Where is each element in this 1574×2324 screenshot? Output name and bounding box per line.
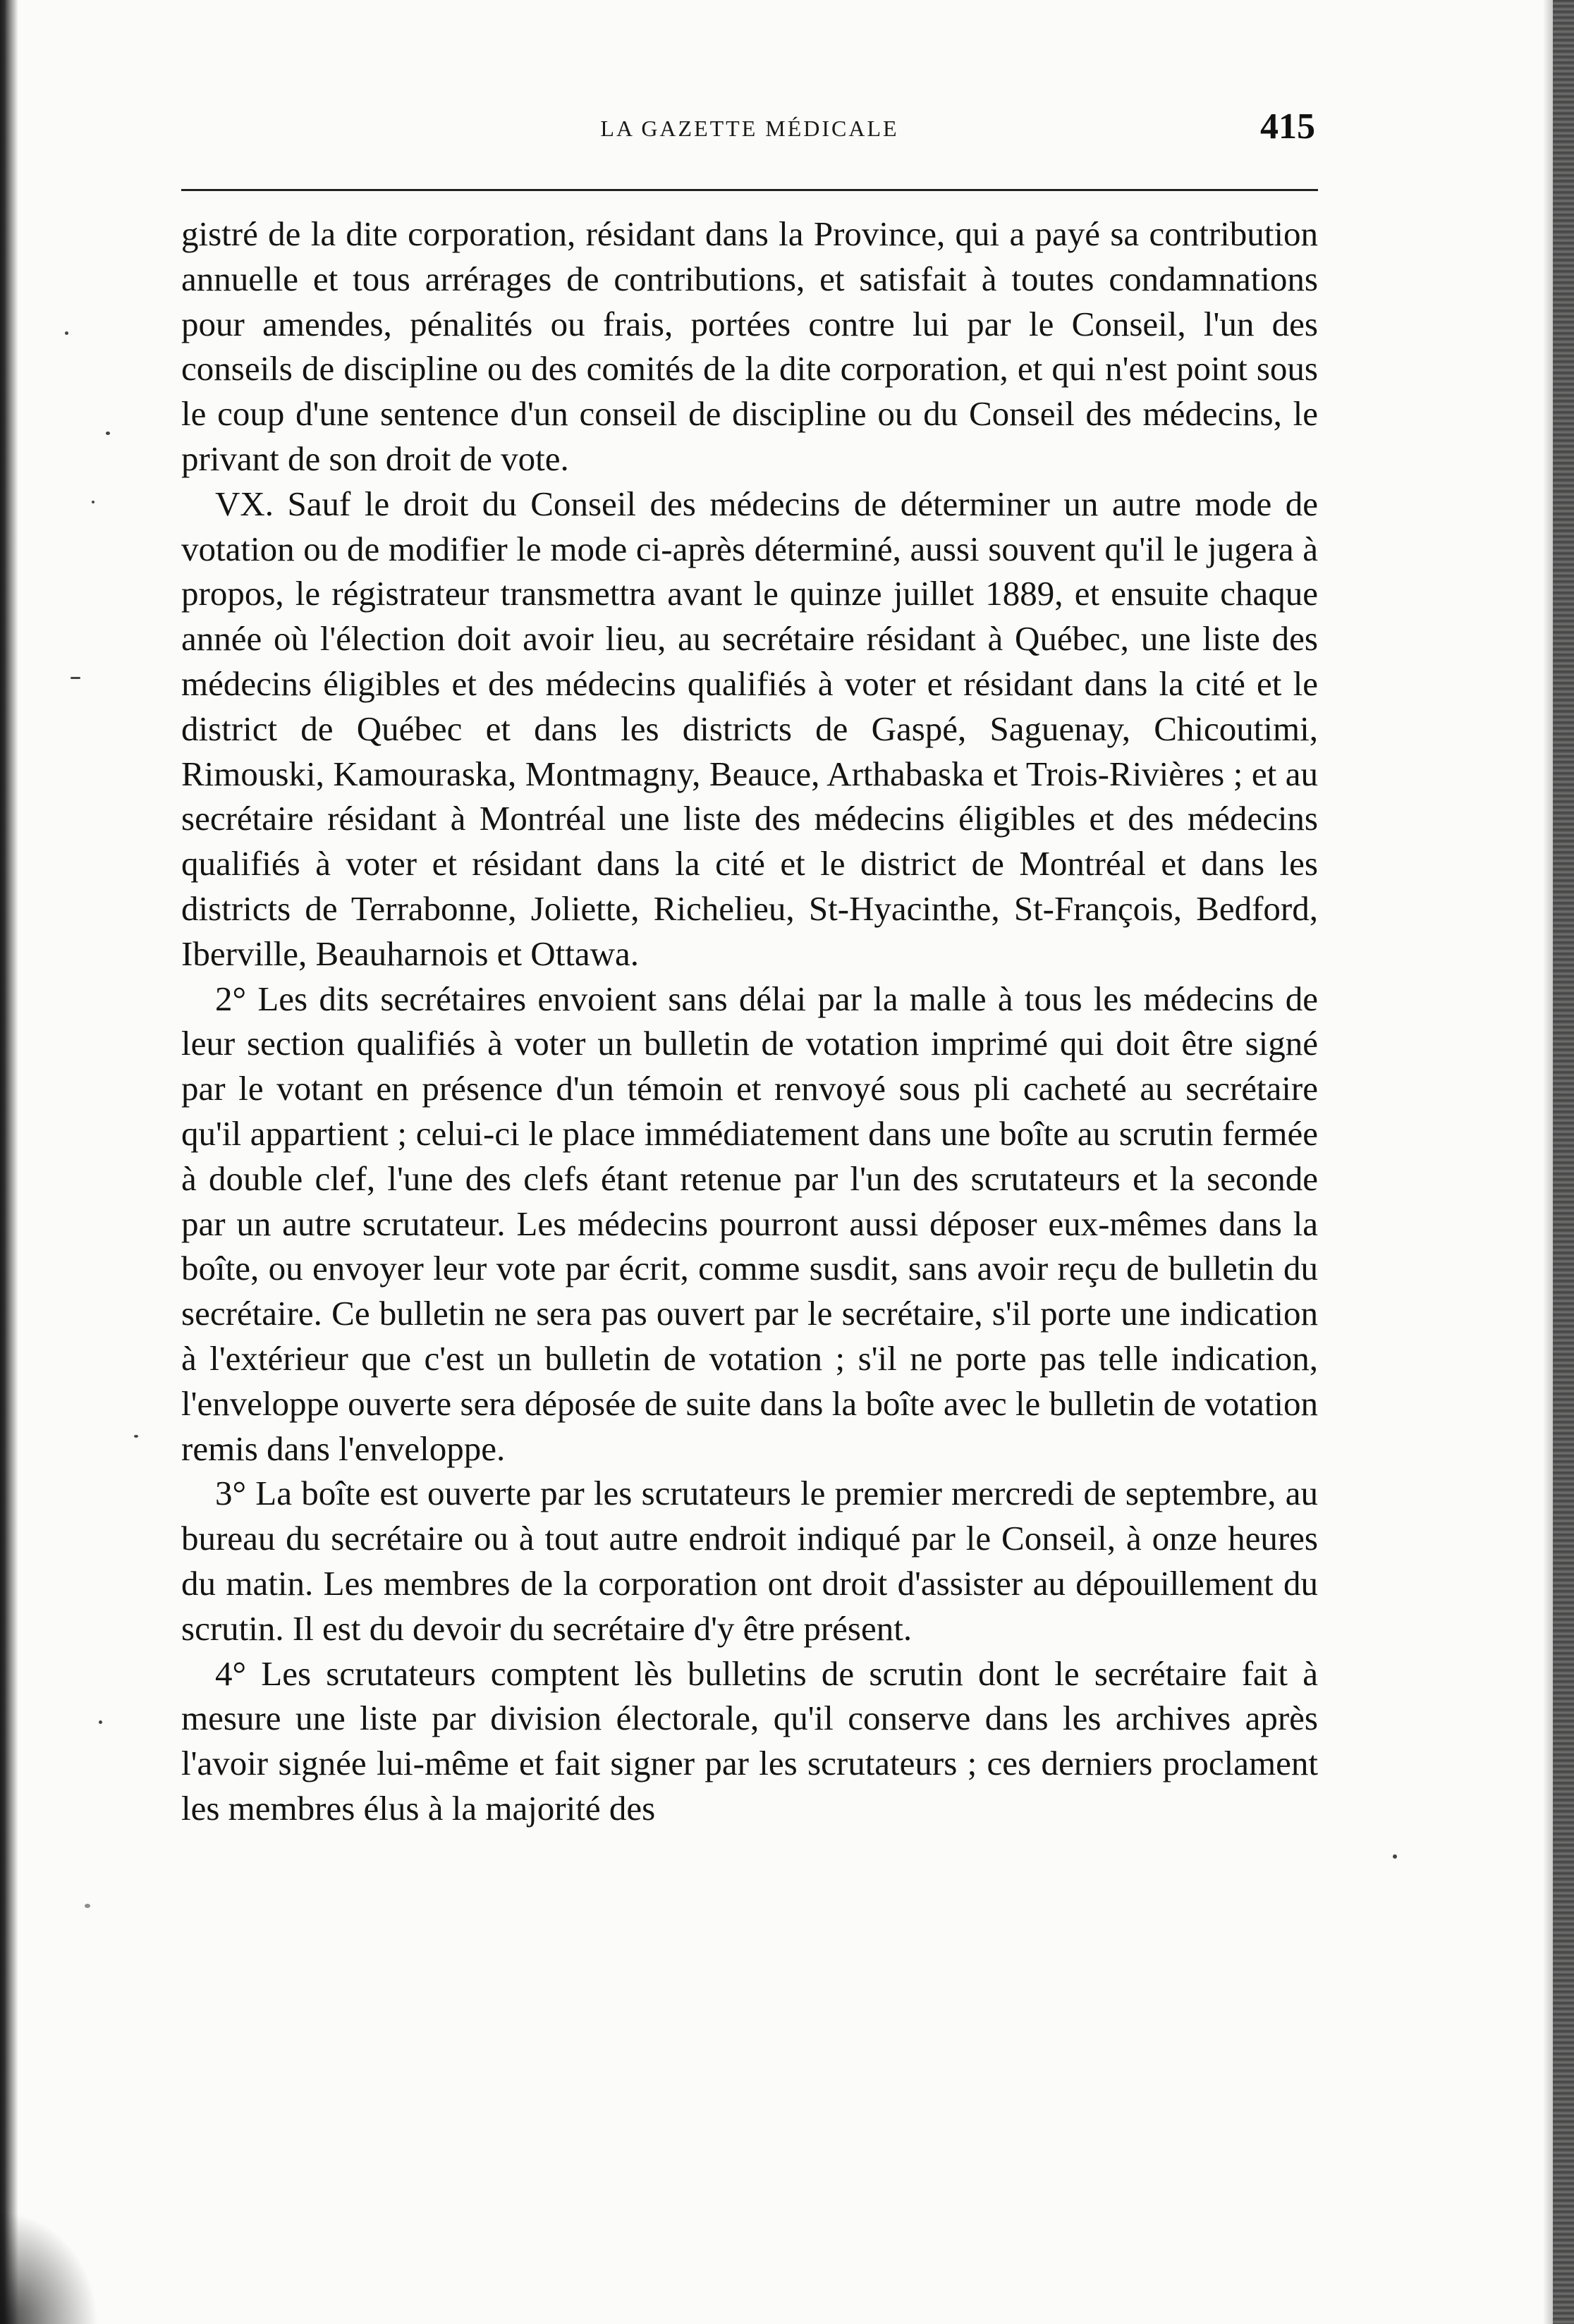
paragraph-item-2: 2° Les dits secrétaires envoient sans délai par la malle à tous les médecins de leur section qualifiés à voter un bulletin de votation imprimé qui doit être signé par le votant en présence d'un témoin et renvoyé sous pli cacheté au secrétaire qu'il appartient ; celui-ci le place immédiatement dans une boîte au scrutin fermée à double clef, l'une des clefs étant retenue par l'un des scrutateurs et la seconde par un autre scrutateur. Les médecins pourront aussi déposer eux-mêmes dans la boîte, ou envoyer leur vote par écrit, comme susdit, sans avoir reçu de bulletin du secrétaire. Ce bulletin ne sera pas ouvert par le secrétaire, s'il porte une indication à l'extérieur que c'est un bulletin de votation ; s'il ne porte pas telle indication, l'enveloppe ouverte sera déposée de suite dans la boîte avec le bulletin de votation remis dans l'enveloppe. (181, 979, 1318, 1468)
scan-speck (92, 501, 94, 503)
paragraph-section-vx: VX. Sauf le droit du Conseil des médecins de déterminer un autre mode de votation ou de modifier le mode ci-après déterminé, aussi souvent qu'il le jugera à propos, le régistrateur transmettra avant le quinze juillet 1889, et ensuite chaque année où l'élection doit avoir lieu, au secrétaire résidant à Québec, une liste des médecins éligibles et des médecins qualifiés à voter et résidant dans la cité et le district de Québec et dans les districts de Gaspé, Saguenay, Chicoutimi, Rimouski, Kamouraska, Montmagny, Beauce, Arthabaska et Trois-Rivières ; et au secrétaire résidant à Montréal une liste des médecins éligibles et des médecins qualifiés à voter et résidant dans la cité et le district de Montréal et dans les districts de Terrabonne, Joliette, Richelieu, St-Hyacinthe, St-François, Bedford, Iberville, Beauharnois et Ottawa. (181, 484, 1318, 973)
scan-speck (65, 331, 68, 335)
paragraph-item-4: 4° Les scrutateurs comptent lès bulletins de scrutin dont le secrétaire fait à mesure une liste par division électorale, qu'il conserve dans les archives après l'avoir signée lui-même et fait signer par les scrutateurs ; ces derniers proclament les membres élus à la majorité des (181, 1653, 1318, 1828)
page-edge-right-fade (1543, 0, 1553, 2324)
scan-speck (134, 1435, 138, 1438)
paragraph-item-3: 3° La boîte est ouverte par les scrutateurs le premier mercredi de septembre, au bureau du secrétaire ou à tout autre endroit indiqué par le Conseil, à onze heures du matin. Les membres de la corporation ont droit d'assister au dépouillement du scrutin. Il est du devoir du secrétaire d'y être présent. (181, 1474, 1318, 1648)
page-edge-right (1553, 0, 1574, 2324)
running-title: LA GAZETTE MÉDICALE (600, 116, 899, 141)
paragraph-continuation: gistré de la dite corporation, résidant dans la Province, qui a payé sa contribution annuelle et tous arrérages de contributions, et satisfait à toutes condamnations pour amendes, pénalités ou frais, portées contre lui par le Conseil, l'un des conseils de discipline ou des comités de la dite corporation, et qui n'est point sous le coup d'une sentence d'un conseil de discipline ou du Conseil des médecins, le privant de son droit de vote. (181, 214, 1318, 478)
scan-speck (99, 1720, 102, 1724)
scan-speck (71, 677, 80, 679)
scan-speck (106, 432, 110, 435)
page-header (181, 106, 1318, 162)
scan-speck (1393, 1854, 1397, 1859)
page-number: 415 (1260, 106, 1315, 147)
header-rule (181, 189, 1318, 191)
scan-speck (85, 1904, 90, 1908)
page-body (181, 212, 1318, 1831)
page-edge-left (0, 0, 18, 2324)
page-corner-shadow (0, 2211, 99, 2324)
